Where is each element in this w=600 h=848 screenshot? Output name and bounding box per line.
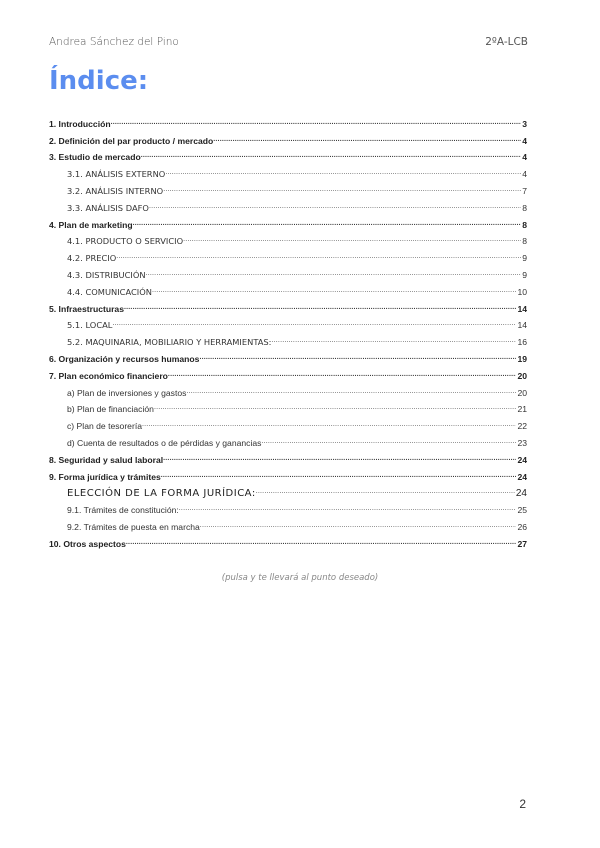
toc-entry-page: 4	[522, 135, 527, 146]
toc-entry[interactable]	[49, 365, 527, 382]
toc-leader-dots	[124, 302, 516, 313]
toc-entry-label: 9. Forma jurídica y trámites	[49, 471, 161, 482]
toc-entry[interactable]	[49, 180, 527, 197]
toc-entry-page: 24	[517, 471, 527, 482]
toc-leader-dots	[163, 453, 516, 464]
toc-entry-page: 8	[522, 236, 527, 247]
toc-leader-dots	[163, 184, 521, 195]
toc-leader-dots	[111, 117, 522, 128]
toc-entry-label: 5.1. LOCAL	[67, 320, 113, 331]
toc-entry-page: 24	[515, 488, 527, 500]
toc-entry-page: 20	[517, 387, 527, 398]
toc-entry-label: 3. Estudio de mercado	[49, 152, 141, 163]
toc-entry[interactable]	[49, 197, 527, 214]
toc-entry-label: 2. Definición del par producto / mercado	[49, 135, 214, 146]
toc-entry-label: 9.2. Trámites de puesta en marcha	[67, 521, 200, 532]
toc-leader-dots	[112, 318, 516, 329]
toc-entry[interactable]	[49, 399, 527, 416]
toc-entry-label: 1. Introducción	[49, 118, 111, 129]
toc-entry-page: 23	[517, 437, 527, 448]
toc-leader-dots	[271, 335, 516, 346]
header-author: Andrea Sánchez del Pino	[49, 36, 179, 48]
toc-leader-dots	[141, 150, 522, 161]
toc-leader-dots	[154, 402, 516, 413]
toc-entry[interactable]	[49, 130, 527, 147]
toc-entry[interactable]	[49, 247, 527, 264]
toc-entry-label: 3.2. ANÁLISIS INTERNO	[67, 185, 164, 196]
toc-entry-label: 4. Plan de marketing	[49, 219, 133, 230]
toc-entry-page: 4	[522, 152, 527, 163]
toc-entry[interactable]	[49, 113, 527, 130]
table-of-contents	[49, 113, 527, 550]
toc-entry-label: 4.1. PRODUCTO O SERVICIO	[67, 236, 184, 247]
toc-leader-dots	[126, 537, 517, 548]
toc-entry-page: 4	[522, 169, 527, 180]
toc-entry[interactable]	[49, 382, 527, 399]
toc-entry-page: 19	[517, 353, 527, 364]
toc-entry[interactable]	[49, 231, 527, 248]
toc-leader-dots	[116, 251, 521, 262]
toc-entry[interactable]	[49, 315, 527, 332]
toc-entry[interactable]	[49, 264, 527, 281]
toc-entry[interactable]	[49, 483, 527, 500]
toc-entry-page: 10	[517, 286, 527, 297]
toc-entry-label: ELECCIÓN DE LA FORMA JURÍDICA:	[67, 488, 256, 500]
toc-entry[interactable]	[49, 348, 527, 365]
toc-entry-label: 10. Otros aspectos	[49, 538, 126, 549]
toc-entry-label: 3.3. ANÁLISIS DAFO	[67, 202, 149, 213]
toc-entry-page: 8	[522, 202, 527, 213]
toc-entry-label: 3.1. ANÁLISIS EXTERNO	[67, 169, 166, 180]
toc-leader-dots	[186, 386, 516, 397]
toc-leader-dots	[149, 201, 521, 212]
toc-entry[interactable]	[49, 415, 527, 432]
toc-entry-page: 20	[517, 370, 527, 381]
toc-entry-label: 5.2. MAQUINARIA, MOBILIARIO Y HERRAMIENTAS:	[67, 337, 272, 348]
toc-entry-label: 9.1. Trámites de constitución:	[67, 505, 179, 516]
toc-entry-page: 14	[517, 320, 527, 331]
toc-entry-label: 4.4. COMUNICACIÓN	[67, 286, 152, 297]
toc-entry-page: 25	[517, 505, 527, 516]
toc-entry-label: 6. Organización y recursos humanos	[49, 353, 200, 364]
toc-entry-label: b) Plan de financiación	[67, 404, 154, 415]
page-title: Índice:	[49, 66, 149, 96]
toc-entry-page: 9	[522, 253, 527, 264]
toc-entry-page: 7	[522, 185, 527, 196]
toc-leader-dots	[168, 369, 517, 380]
page-number: 2	[519, 797, 526, 811]
toc-leader-dots	[133, 218, 522, 229]
toc-entry-page: 3	[522, 118, 527, 129]
toc-entry[interactable]	[49, 533, 527, 550]
toc-entry[interactable]	[49, 331, 527, 348]
toc-leader-dots	[199, 352, 516, 363]
navigation-hint: (pulsa y te llevará al punto deseado)	[221, 573, 379, 583]
toc-entry[interactable]	[49, 466, 527, 483]
toc-leader-dots	[152, 285, 516, 296]
toc-entry-page: 9	[522, 269, 527, 280]
toc-entry-label: 4.2. PRECIO	[67, 253, 117, 264]
toc-leader-dots	[179, 503, 517, 514]
toc-entry-page: 16	[517, 337, 527, 348]
toc-entry-page: 8	[522, 219, 527, 230]
toc-leader-dots	[161, 470, 517, 481]
toc-entry-label: 5. Infraestructuras	[49, 303, 124, 314]
toc-entry-page: 24	[517, 454, 527, 465]
toc-entry-label: a) Plan de inversiones y gastos	[67, 387, 187, 398]
toc-leader-dots	[261, 436, 516, 447]
toc-entry-page: 21	[517, 404, 527, 415]
toc-entry-page: 26	[517, 521, 527, 532]
toc-leader-dots	[183, 234, 521, 245]
toc-leader-dots	[146, 268, 522, 279]
toc-leader-dots	[165, 167, 521, 178]
toc-entry-label: 7. Plan económico financiero	[49, 370, 168, 381]
toc-entry-page: 14	[517, 303, 527, 314]
toc-entry[interactable]	[49, 499, 527, 516]
toc-entry-label: d) Cuenta de resultados o de pérdidas y ganancias	[67, 437, 262, 448]
toc-entry[interactable]	[49, 214, 527, 231]
toc-leader-dots	[200, 520, 517, 531]
toc-entry[interactable]	[49, 147, 527, 164]
toc-entry[interactable]	[49, 163, 527, 180]
toc-entry[interactable]	[49, 449, 527, 466]
toc-entry-label: 8. Seguridad y salud laboral	[49, 454, 164, 465]
toc-entry-page: 27	[517, 538, 527, 549]
toc-entry-label: c) Plan de tesorería	[67, 421, 142, 432]
toc-entry[interactable]	[49, 516, 527, 533]
toc-entry[interactable]	[49, 432, 527, 449]
toc-leader-dots	[142, 419, 516, 430]
header-group: 2ºA-LCB	[485, 36, 528, 48]
toc-entry[interactable]	[49, 298, 527, 315]
toc-entry-label: 4.3. DISTRIBUCIÓN	[67, 269, 146, 280]
toc-leader-dots	[256, 486, 515, 497]
toc-entry-page: 22	[517, 421, 527, 432]
toc-entry[interactable]	[49, 281, 527, 298]
toc-leader-dots	[213, 134, 521, 145]
